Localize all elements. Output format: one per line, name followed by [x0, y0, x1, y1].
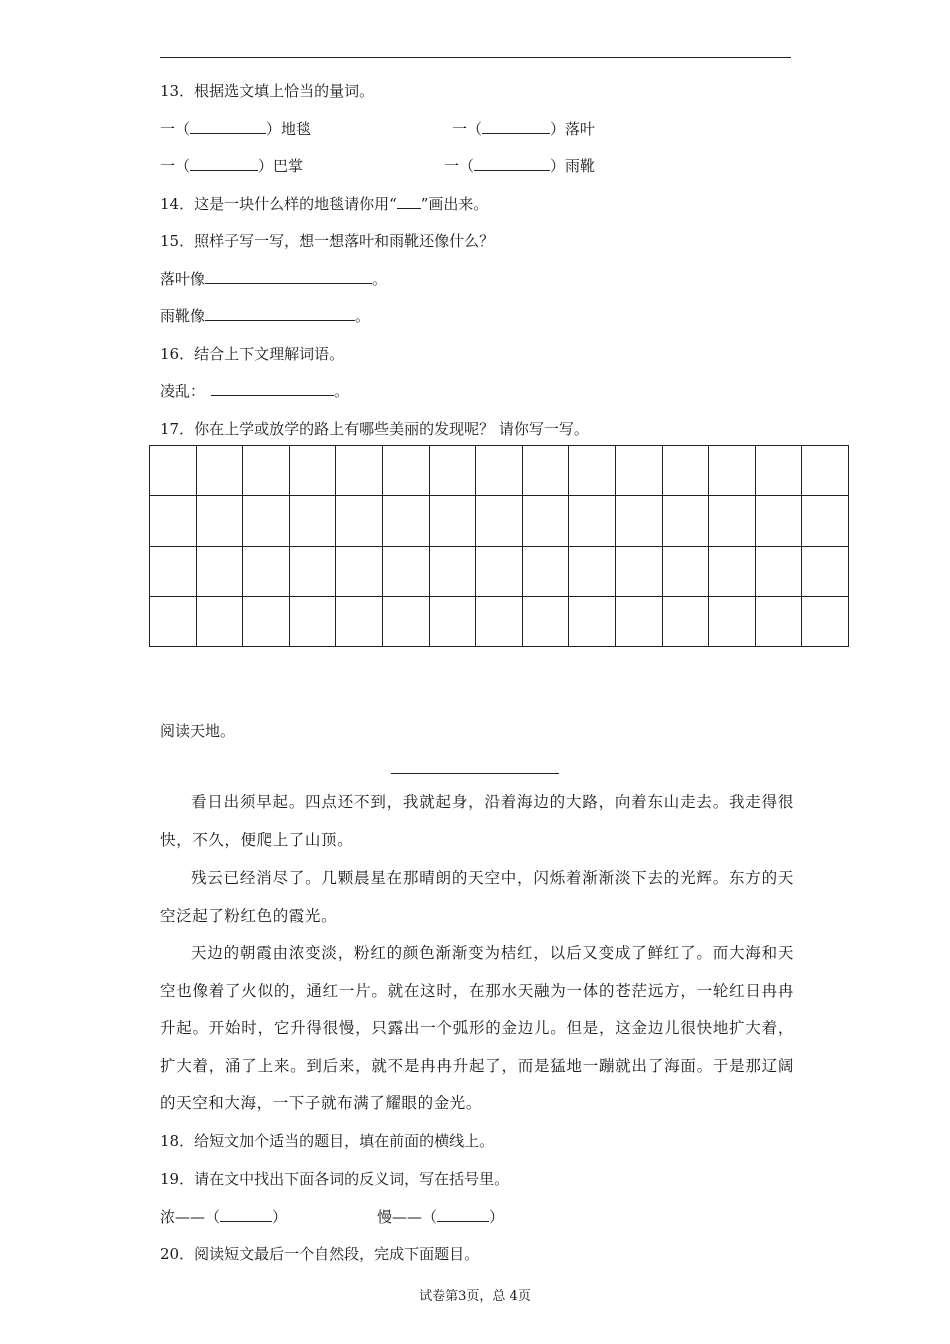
q15-label-1: 落叶像	[160, 270, 206, 288]
grid-cell[interactable]	[523, 496, 570, 546]
grid-cell[interactable]	[150, 446, 197, 496]
passage-paragraph-1: 看日出须早起。四点还不到，我就起身，沿着海边的大路，向着东山走去。我走得很快，不久，便爬上了山顶。	[160, 793, 794, 849]
grid-cell[interactable]	[663, 496, 710, 546]
passage-paragraph-2: 残云已经消尽了。几颗晨星在那晴朗的天空中，闪烁着渐渐淡下去的光辉。东方的天空泛起了粉红色的霞光。	[160, 869, 794, 925]
grid-cell[interactable]	[802, 496, 849, 546]
grid-cell[interactable]	[709, 547, 756, 597]
measure-word-blank[interactable]	[482, 119, 550, 134]
grid-cell[interactable]	[197, 496, 244, 546]
grid-cell[interactable]	[523, 547, 570, 597]
grid-cell[interactable]	[569, 446, 616, 496]
header-rule	[160, 57, 791, 58]
grid-cell[interactable]	[569, 496, 616, 546]
answer-blank[interactable]	[205, 306, 355, 321]
grid-cell[interactable]	[756, 547, 803, 597]
grid-cell[interactable]	[476, 547, 523, 597]
grid-cell[interactable]	[290, 597, 337, 647]
grid-cell[interactable]	[616, 496, 663, 546]
grid-cell[interactable]	[430, 446, 477, 496]
page-footer: 试卷第3页，总 4页	[419, 1289, 531, 1304]
q14-pre: 14．这是一块什么样的地毯请你用“	[160, 195, 397, 213]
grid-cell[interactable]	[150, 496, 197, 546]
question-16: 16．结合上下文理解词语。	[160, 345, 345, 363]
q16-label: 凌乱：	[160, 382, 206, 400]
question-19: 19．请在文中找出下面各词的反义词，写在括号里。	[160, 1170, 510, 1188]
q19-pair-left	[160, 1206, 287, 1227]
q13-row2-right	[444, 155, 595, 176]
measure-word-blank[interactable]	[190, 119, 266, 134]
question-20: 20．阅读短文最后一个自然段，完成下面题目。	[160, 1245, 480, 1263]
question-18: 18．给短文加个适当的题目，填在前面的横线上。	[160, 1132, 495, 1150]
grid-cell[interactable]	[290, 446, 337, 496]
grid-cell[interactable]	[756, 496, 803, 546]
grid-cell[interactable]	[756, 597, 803, 647]
grid-cell[interactable]	[197, 547, 244, 597]
grid-cell[interactable]	[243, 597, 290, 647]
q13-row1-right	[452, 118, 595, 139]
q16-period: 。	[334, 382, 350, 400]
q16-line	[160, 380, 349, 401]
q13-row2-left	[160, 155, 303, 176]
question-14	[160, 193, 488, 214]
q13-r2l-post: ）巴掌	[258, 157, 304, 175]
q13-r1r-pre: 一（	[452, 120, 483, 138]
grid-cell[interactable]	[197, 597, 244, 647]
grid-cell[interactable]	[476, 446, 523, 496]
section-title: 阅读天地。	[160, 722, 236, 740]
writing-grid[interactable]	[149, 445, 849, 647]
grid-cell[interactable]	[756, 446, 803, 496]
grid-cell[interactable]	[197, 446, 244, 496]
grid-cell[interactable]	[663, 547, 710, 597]
grid-cell[interactable]	[243, 496, 290, 546]
q14-post: ”画出来。	[420, 195, 489, 213]
grid-cell[interactable]	[336, 496, 383, 546]
q13-r1l-pre: 一（	[160, 120, 191, 138]
grid-cell[interactable]	[476, 496, 523, 546]
grid-cell[interactable]	[802, 597, 849, 647]
q13-r2l-pre: 一（	[160, 157, 191, 175]
q13-r2r-post: ）雨靴	[550, 157, 596, 175]
grid-cell[interactable]	[290, 547, 337, 597]
grid-cell[interactable]	[663, 446, 710, 496]
grid-cell[interactable]	[802, 446, 849, 496]
q19-close: ）	[489, 1208, 505, 1226]
passage-paragraph-3: 天边的朝霞由浓变淡，粉红的颜色渐渐变为桔红，以后又变成了鲜红了。而大海和天空也像着了火似的，通红一片。就在这时，在那水天融为一体的苍茫远方，一轮红日冉冉升起。开始时，它升得很慢，只露出一个弧形的金边儿。但是，这金边儿很快地扩大着，扩大着，涌了上来。到后来，就不是冉冉升起了，而是猛地一蹦就出了海面。于是那辽阔的天空和大海，一下子就布满了耀眼的金光。	[160, 944, 794, 1113]
passage-title-blank[interactable]	[391, 773, 559, 774]
grid-cell[interactable]	[336, 597, 383, 647]
grid-cell[interactable]	[150, 547, 197, 597]
answer-blank[interactable]	[211, 381, 334, 396]
grid-cell[interactable]	[383, 496, 430, 546]
grid-cell[interactable]	[802, 547, 849, 597]
grid-cell[interactable]	[336, 547, 383, 597]
measure-word-blank[interactable]	[190, 156, 258, 171]
grid-cell[interactable]	[709, 597, 756, 647]
grid-cell[interactable]	[523, 446, 570, 496]
q15-line-2	[160, 305, 370, 326]
grid-cell[interactable]	[430, 597, 477, 647]
grid-cell[interactable]	[523, 597, 570, 647]
q13-r2r-pre: 一（	[444, 157, 475, 175]
grid-cell[interactable]	[616, 446, 663, 496]
grid-cell[interactable]	[616, 547, 663, 597]
grid-cell[interactable]	[476, 597, 523, 647]
answer-blank[interactable]	[205, 269, 372, 284]
q15-period: 。	[372, 270, 388, 288]
question-15: 15．照样子写一写，想一想落叶和雨靴还像什么？	[160, 232, 495, 250]
q19-close: ）	[272, 1208, 288, 1226]
q15-label-2: 雨靴像	[160, 307, 206, 325]
grid-cell[interactable]	[709, 496, 756, 546]
antonym-blank[interactable]	[437, 1207, 489, 1222]
grid-cell[interactable]	[290, 496, 337, 546]
grid-cell[interactable]	[663, 597, 710, 647]
question-13: 13．根据选文填上恰当的量词。	[160, 82, 375, 100]
question-17: 17．你在上学或放学的路上有哪些美丽的发现呢？ 请你写一写。	[160, 420, 589, 438]
grid-cell[interactable]	[709, 446, 756, 496]
grid-cell[interactable]	[243, 446, 290, 496]
q15-line-1	[160, 268, 387, 289]
measure-word-blank[interactable]	[474, 156, 550, 171]
grid-cell[interactable]	[569, 547, 616, 597]
grid-cell[interactable]	[150, 597, 197, 647]
q13-r1l-post: ）地毯	[266, 120, 312, 138]
grid-cell[interactable]	[616, 597, 663, 647]
antonym-blank[interactable]	[220, 1207, 272, 1222]
grid-cell[interactable]	[430, 547, 477, 597]
q19-pair-right	[377, 1206, 504, 1227]
underline-sample	[397, 194, 421, 209]
q19-right-word: 慢——（	[377, 1208, 438, 1226]
grid-cell[interactable]	[383, 597, 430, 647]
grid-cell[interactable]	[383, 446, 430, 496]
q13-row1-left	[160, 118, 311, 139]
q15-period: 。	[355, 307, 371, 325]
q19-left-word: 浓——（	[160, 1208, 221, 1226]
grid-cell[interactable]	[243, 547, 290, 597]
grid-cell[interactable]	[430, 496, 477, 546]
grid-cell[interactable]	[569, 597, 616, 647]
grid-cell[interactable]	[383, 547, 430, 597]
q13-r1r-post: ）落叶	[550, 120, 596, 138]
grid-cell[interactable]	[336, 446, 383, 496]
